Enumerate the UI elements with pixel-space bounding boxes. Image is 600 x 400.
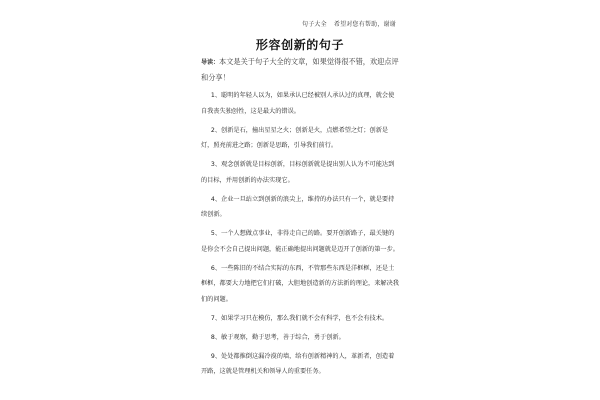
list-item: 4、企业一旦站立到创新的浪尖上，维持的办法只有一个，就是要持续创新。 [201,195,395,218]
list-item: 3、观念创新就是目标创新，目标创新就是提出别人认为不可能达到的目标，并用创新的办法实现它。 [201,161,395,184]
header-site: 句子大全 [302,21,327,28]
list-item: 1、聪明的年轻人以为，如果承认已经被别人承认过的真理，就会使自我丧失独创性，这是最大的错误。 [201,92,395,115]
article-body [201,54,399,383]
intro-paragraph [201,54,399,85]
list-item: 8、敏于观察，勤于思考，善于综合，勇于创新。 [210,333,345,341]
list-item: 2、创新是石，撞出星星之火；创新是火，点燃希望之灯；创新是灯，照亮前进之路；创新是思路，引导我们前行。 [201,126,389,149]
intro-text: 本文是关于句子大全的文章，如果觉得很不错，欢迎点评和分享！ [201,57,399,82]
header-note [302,19,396,28]
list-item: 7、如果学习只在模仿，那么我们就不会有科学，也不会有技术。 [210,314,389,322]
intro-label: 导读： [201,59,220,66]
list-item: 5、一个人想做点事业，非得走自己的路。要开创新路子，最关键的是你会不会自己提出问题，能正确地提出问题就是迈开了创新的第一步。 [201,230,399,253]
page-title: 形容创新的句子 [255,38,345,52]
list-item: 6、一些陈旧的不结合实际的东西，不管那些东西是洋框框，还是土框框，都要大力地把它们打破，大胆地创造新的方法新的理论，来解决我们的问题。 [201,264,399,303]
header-tagline: 希望对您有帮助，谢谢 [333,21,396,28]
list-item: 9、处处都推倒这漏冷漠的墙，给有创新精神的人，革新者，创造着开路，这就是管理机关和领导人的重要任务。 [201,352,395,375]
